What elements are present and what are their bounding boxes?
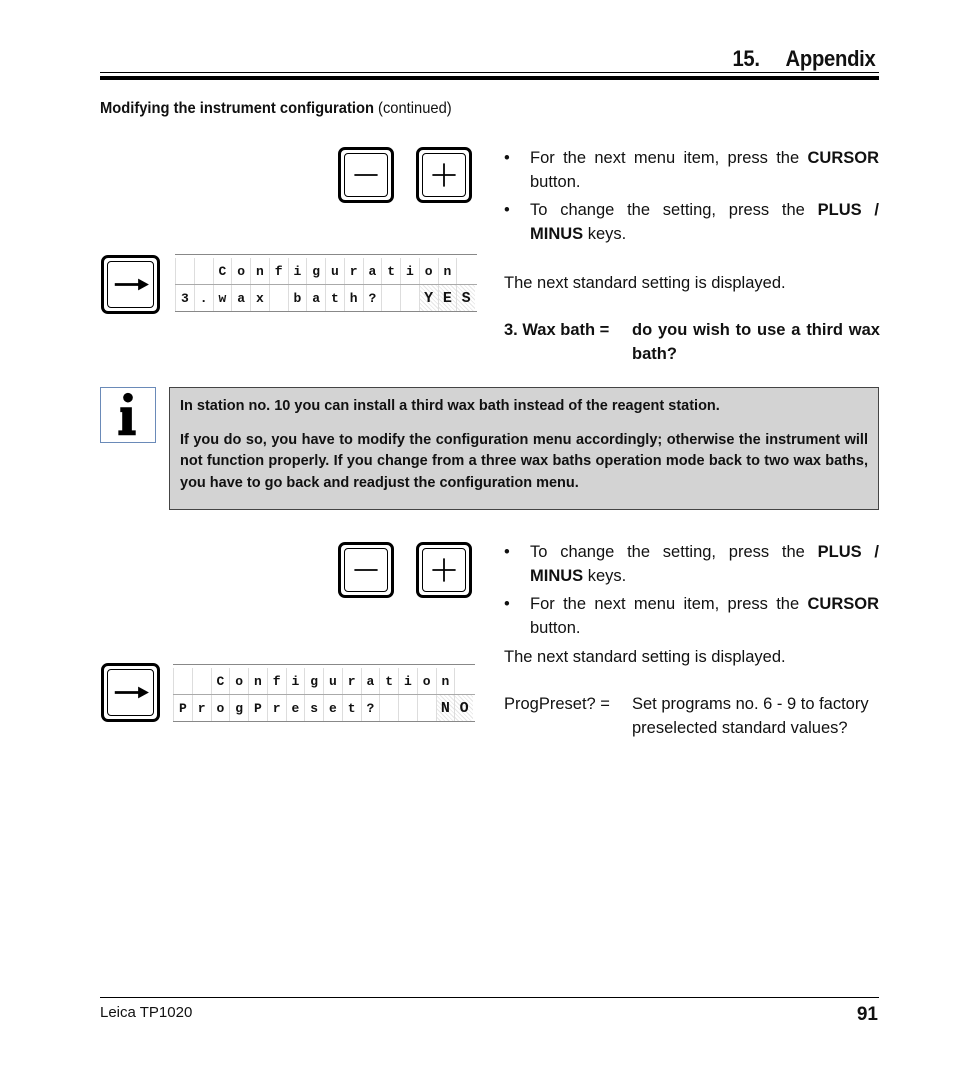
lcd-char: i bbox=[286, 668, 305, 694]
lcd-char: . bbox=[194, 285, 213, 311]
lcd-char: f bbox=[267, 668, 286, 694]
lcd-char: o bbox=[211, 695, 230, 721]
lcd-char: a bbox=[363, 258, 382, 284]
lcd-char: n bbox=[250, 258, 269, 284]
lcd-char: a bbox=[231, 285, 250, 311]
lcd-char: r bbox=[344, 258, 363, 284]
arrow-right-icon bbox=[104, 258, 157, 311]
lcd-row-2 bbox=[175, 284, 477, 311]
list-item: • To change the setting, press the PLUS / MINUS keys. bbox=[504, 198, 879, 246]
lcd-display-progpreset bbox=[173, 664, 475, 722]
lcd-char: g bbox=[304, 668, 323, 694]
lcd-display-wax-bath bbox=[175, 254, 477, 312]
lcd-char: a bbox=[361, 668, 380, 694]
info-icon bbox=[100, 387, 156, 443]
lcd-char: t bbox=[342, 695, 361, 721]
lcd-char: i bbox=[288, 258, 307, 284]
display-note-2: The next standard setting is displayed. bbox=[504, 648, 786, 666]
lcd-char: O bbox=[454, 695, 473, 721]
lcd-char: o bbox=[417, 668, 436, 694]
section-title: Appendix bbox=[785, 46, 876, 71]
lcd-char: h bbox=[344, 285, 363, 311]
instructions-2 bbox=[504, 540, 879, 644]
lcd-char: ? bbox=[361, 695, 380, 721]
lcd-char: n bbox=[248, 668, 267, 694]
page-title bbox=[733, 46, 876, 72]
minus-icon bbox=[341, 545, 391, 595]
lcd-char: x bbox=[250, 285, 269, 311]
lcd-char: n bbox=[436, 668, 455, 694]
section-number: 15. bbox=[732, 46, 761, 71]
subheading bbox=[100, 100, 452, 118]
lcd-char: ? bbox=[363, 285, 382, 311]
minus-key[interactable] bbox=[338, 542, 394, 598]
lcd-char: r bbox=[192, 695, 211, 721]
arrow-right-icon bbox=[104, 666, 157, 719]
lcd-row-2 bbox=[173, 694, 475, 721]
lcd-char: n bbox=[438, 258, 457, 284]
definition-text-1: do you wish to use a third wax bath? bbox=[632, 321, 880, 363]
page-number: 91 bbox=[856, 1004, 878, 1025]
lcd-char bbox=[175, 258, 194, 284]
list-item: • For the next menu item, press the CURSOR button. bbox=[504, 592, 879, 640]
lcd-char: o bbox=[231, 258, 250, 284]
subheading-normal: (continued) bbox=[378, 100, 452, 117]
lcd-char: P bbox=[248, 695, 267, 721]
subheading-bold: Modifying the instrument configuration bbox=[100, 100, 374, 117]
plus-icon bbox=[419, 545, 469, 595]
lcd-char bbox=[456, 258, 475, 284]
lcd-char: o bbox=[419, 258, 438, 284]
lcd-char: P bbox=[173, 695, 192, 721]
lcd-char: u bbox=[325, 258, 344, 284]
header-rule-thin bbox=[100, 72, 879, 73]
lcd-char: s bbox=[304, 695, 323, 721]
lcd-char: r bbox=[342, 668, 361, 694]
lcd-char: e bbox=[323, 695, 342, 721]
lcd-char: u bbox=[323, 668, 342, 694]
display-note-1: The next standard setting is displayed. bbox=[504, 274, 786, 292]
lcd-char: e bbox=[286, 695, 305, 721]
definition-text-2: Set programs no. 6 - 9 to factory preselected standard values? bbox=[632, 695, 869, 737]
lcd-char: g bbox=[306, 258, 325, 284]
lcd-char: t bbox=[381, 258, 400, 284]
lcd-char bbox=[192, 668, 211, 694]
lcd-char: o bbox=[229, 668, 248, 694]
lcd-char: b bbox=[288, 285, 307, 311]
info-box bbox=[169, 387, 879, 510]
lcd-char: r bbox=[267, 695, 286, 721]
lcd-row-1 bbox=[175, 258, 477, 284]
footer-rule bbox=[100, 997, 879, 998]
header-rule-thick bbox=[100, 76, 879, 80]
lcd-char: Y bbox=[419, 285, 438, 311]
lcd-char: S bbox=[456, 285, 475, 311]
plus-key[interactable] bbox=[416, 147, 472, 203]
lcd-char bbox=[173, 668, 192, 694]
definition-term-2: ProgPreset? = bbox=[504, 695, 610, 713]
definition-term-1: 3. Wax bath = bbox=[504, 321, 610, 339]
instructions-1 bbox=[504, 146, 879, 250]
lcd-char: i bbox=[400, 258, 419, 284]
lcd-char: E bbox=[438, 285, 457, 311]
cursor-key[interactable] bbox=[101, 255, 160, 314]
list-item: • For the next menu item, press the CURSOR button. bbox=[504, 146, 879, 194]
lcd-char bbox=[269, 285, 288, 311]
lcd-char bbox=[381, 285, 400, 311]
plus-key[interactable] bbox=[416, 542, 472, 598]
lcd-char bbox=[417, 695, 436, 721]
info-paragraph: In station no. 10 you can install a third wax bath instead of the reagent station. bbox=[180, 398, 720, 414]
lcd-char: i bbox=[398, 668, 417, 694]
lcd-char: t bbox=[379, 668, 398, 694]
footer-product: Leica TP1020 bbox=[100, 1004, 193, 1021]
info-paragraph: If you do so, you have to modify the configuration menu accordingly; otherwise the instrument will not function properly. If you change from a three wax baths operation mode back to two wax baths, you have to go back and readjust the configuration menu. bbox=[180, 431, 868, 491]
plus-icon bbox=[419, 150, 469, 200]
lcd-char: C bbox=[211, 668, 230, 694]
lcd-char bbox=[194, 258, 213, 284]
cursor-key[interactable] bbox=[101, 663, 160, 722]
lcd-char: g bbox=[229, 695, 248, 721]
lcd-char bbox=[454, 668, 473, 694]
minus-key[interactable] bbox=[338, 147, 394, 203]
lcd-char: N bbox=[436, 695, 455, 721]
lcd-char: f bbox=[269, 258, 288, 284]
lcd-char: w bbox=[213, 285, 232, 311]
minus-icon bbox=[341, 150, 391, 200]
lcd-char: C bbox=[213, 258, 232, 284]
lcd-char bbox=[398, 695, 417, 721]
lcd-char bbox=[379, 695, 398, 721]
list-item: • To change the setting, press the PLUS / MINUS keys. bbox=[504, 540, 879, 588]
lcd-char: t bbox=[325, 285, 344, 311]
lcd-char: 3 bbox=[175, 285, 194, 311]
lcd-char bbox=[400, 285, 419, 311]
lcd-char: a bbox=[306, 285, 325, 311]
lcd-row-1 bbox=[173, 668, 475, 694]
